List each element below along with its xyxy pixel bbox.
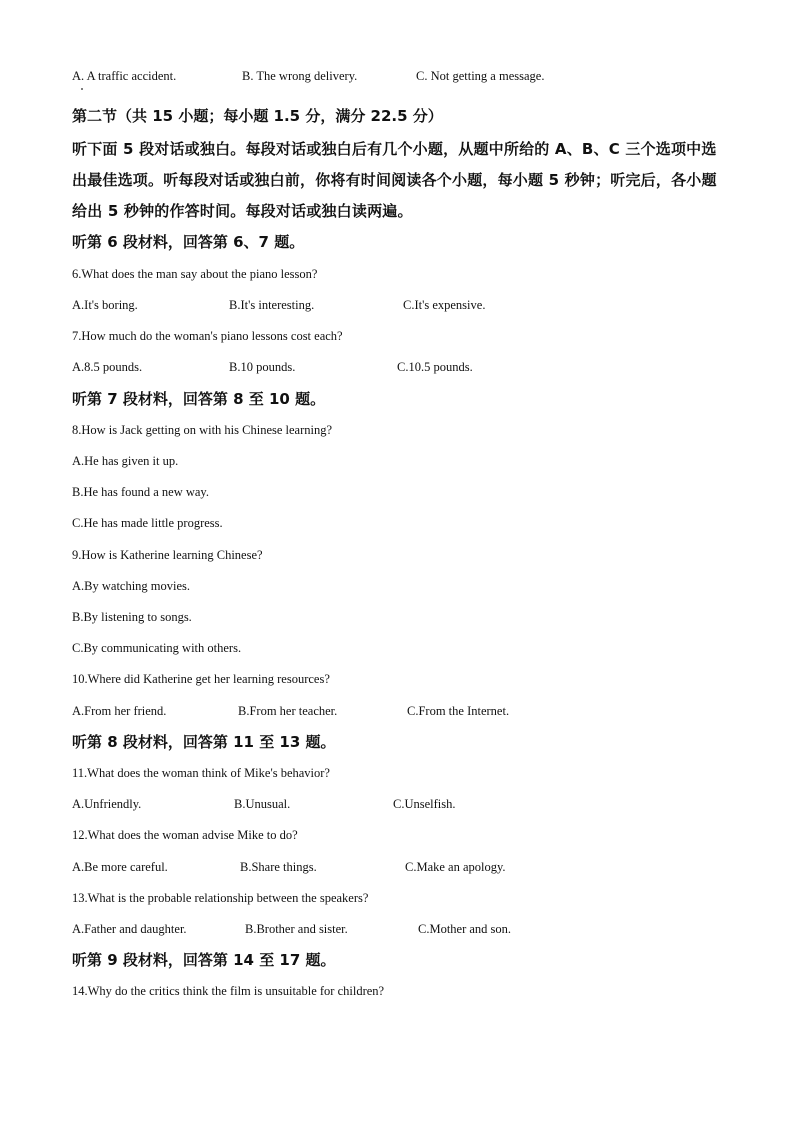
q8-option-c: C.He has made little progress.	[72, 516, 223, 530]
q5-option-a: A. A traffic accident.	[72, 69, 177, 83]
q11-option-c: C.Unselfish.	[393, 797, 456, 811]
material-7-heading: 听第 7 段材料，回答第 8 至 10 题。	[72, 390, 326, 408]
question-14: 14.Why do the critics think the film is unsuitable for children?	[72, 984, 385, 998]
q7-option-b: B.10 pounds.	[229, 360, 296, 374]
section-instructions: 听下面 5 段对话或独白。每段对话或独白后有几个小题，从题中所给的 A、B、C 三个选项中选出最佳选项。听每段对话或独白前，你将有时间阅读各个小题，每小题 5 秒钟；听完后，各小题给出 5 秒钟的作答时间。每段对话或独白读两遍。	[72, 140, 717, 220]
q12-option-c: C.Make an apology.	[405, 860, 506, 874]
question-6: 6.What does the man say about the piano lesson?	[72, 267, 318, 281]
question-11: 11.What does the woman think of Mike's behavior?	[72, 766, 330, 780]
question-7: 7.How much do the woman's piano lessons cost each?	[72, 329, 343, 343]
material-6-heading: 听第 6 段材料，回答第 6、7 题。	[72, 233, 305, 251]
q11-option-a: A.Unfriendly.	[72, 797, 142, 811]
q5-option-c: C. Not getting a message.	[416, 69, 545, 83]
q9-option-b: B.By listening to songs.	[72, 610, 192, 624]
q6-option-b: B.It's interesting.	[229, 298, 315, 312]
q12-option-a: A.Be more careful.	[72, 860, 168, 874]
question-12: 12.What does the woman advise Mike to do?	[72, 828, 298, 842]
q10-option-a: A.From her friend.	[72, 704, 167, 718]
q8-option-a: A.He has given it up.	[72, 454, 179, 468]
question-9: 9.How is Katherine learning Chinese?	[72, 548, 263, 562]
q5-option-b: B. The wrong delivery.	[242, 69, 358, 83]
q7-option-c: C.10.5 pounds.	[397, 360, 473, 374]
material-9-heading: 听第 9 段材料，回答第 14 至 17 题。	[72, 951, 336, 969]
q7-option-a: A.8.5 pounds.	[72, 360, 143, 374]
q8-option-b: B.He has found a new way.	[72, 485, 209, 499]
q9-option-c: C.By communicating with others.	[72, 641, 242, 655]
question-10: 10.Where did Katherine get her learning resources?	[72, 672, 330, 686]
q13-option-b: B.Brother and sister.	[245, 922, 348, 936]
question-13: 13.What is the probable relationship between the speakers?	[72, 891, 369, 905]
question-8: 8.How is Jack getting on with his Chinese learning?	[72, 423, 333, 437]
q9-option-a: A.By watching movies.	[72, 579, 191, 593]
q6-option-c: C.It's expensive.	[403, 298, 486, 312]
q13-option-c: C.Mother and son.	[418, 922, 512, 936]
q6-option-a: A.It's boring.	[72, 298, 138, 312]
q10-option-b: B.From her teacher.	[238, 704, 338, 718]
q11-option-b: B.Unusual.	[234, 797, 291, 811]
stray-dot	[81, 88, 83, 90]
section-title: 第二节（共 15 小题；每小题 1.5 分，满分 22.5 分）	[72, 107, 443, 125]
q10-option-c: C.From the Internet.	[407, 704, 510, 718]
material-8-heading: 听第 8 段材料，回答第 11 至 13 题。	[72, 733, 336, 751]
q12-option-b: B.Share things.	[240, 860, 317, 874]
q13-option-a: A.Father and daughter.	[72, 922, 187, 936]
